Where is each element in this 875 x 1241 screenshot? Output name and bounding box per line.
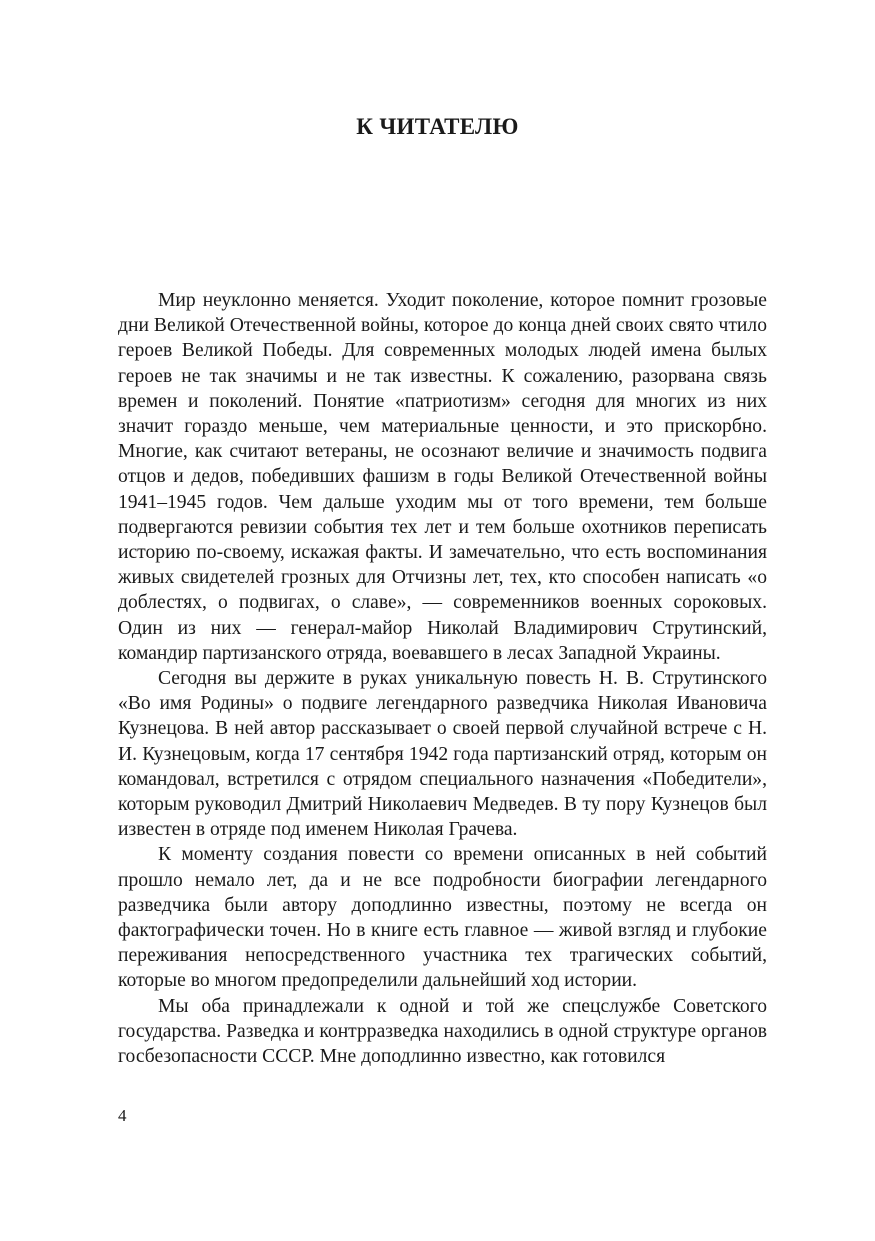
- paragraph: Мы оба принадлежали к одной и той же спецслужбе Советского государства. Разведка и контрразведка находились в одной структуре органов госбезопасности СССР. Мне доподлинно известно, как готовился: [118, 995, 767, 1068]
- paragraph: Мир неуклонно меняется. Уходит поколение, которое помнит грозовые дни Великой Отечественной войны, которое до конца дней своих свято чтило героев Великой Победы. Для современных молодых людей имена былых героев не так значимы и не так известны. К сожалению, разорвана связь времен и поколений. Понятие «патриотизм» сегодня для многих из них значит гораздо меньше, чем материальные ценности, и это прискорбно. Многие, как считают ветераны, не осознают величие и значимость подвига отцов и дедов, победивших фашизм в годы Великой Отечественной войны 1941–1945 годов. Чем дальше уходим мы от того времени, тем больше подвергаются ревизии события тех лет и тем больше охотников переписать историю по-своему, искажая факты. И замечательно, что есть воспоминания живых свидетелей грозных для Отчизны лет, тех, кто способен написать «о доблестях, о подвигах, о славе», — современников военных сороковых. Один из них — генерал-майор Николай Владимирович Струтинский, командир партизанского отряда, воевавшего в лесах Западной Украины.: [118, 290, 767, 664]
- paragraph: К моменту создания повести со времени описанных в ней событий прошло немало лет, да и не все подробности биографии легендарного разведчика были автору доподлинно известны, поэтому не всегда он фактографически точен. Но в книге есть главное — живой взгляд и глубокие переживания непосредственного участника тех трагических событий, которые во многом предопределили дальнейший ход истории.: [118, 844, 767, 992]
- page-number: 4: [118, 1106, 127, 1125]
- paragraph: Сегодня вы держите в руках уникальную повесть Н. В. Струтинского «Во имя Родины» о подвиге легендарного разведчика Николая Ивановича Кузнецова. В ней автор рассказывает о своей первой случайной встрече с Н. И. Кузнецовым, когда 17 сентября 1942 года партизанский отряд, которым он командовал, встретился с отрядом специального назначения «Победители», которым руководил Дмитрий Николаевич Медведев. В ту пору Кузнецов был известен в отряде под именем Николая Грачева.: [118, 668, 767, 841]
- text-body: [118, 288, 767, 1069]
- chapter-title: К ЧИТАТЕЛЮ: [356, 114, 519, 139]
